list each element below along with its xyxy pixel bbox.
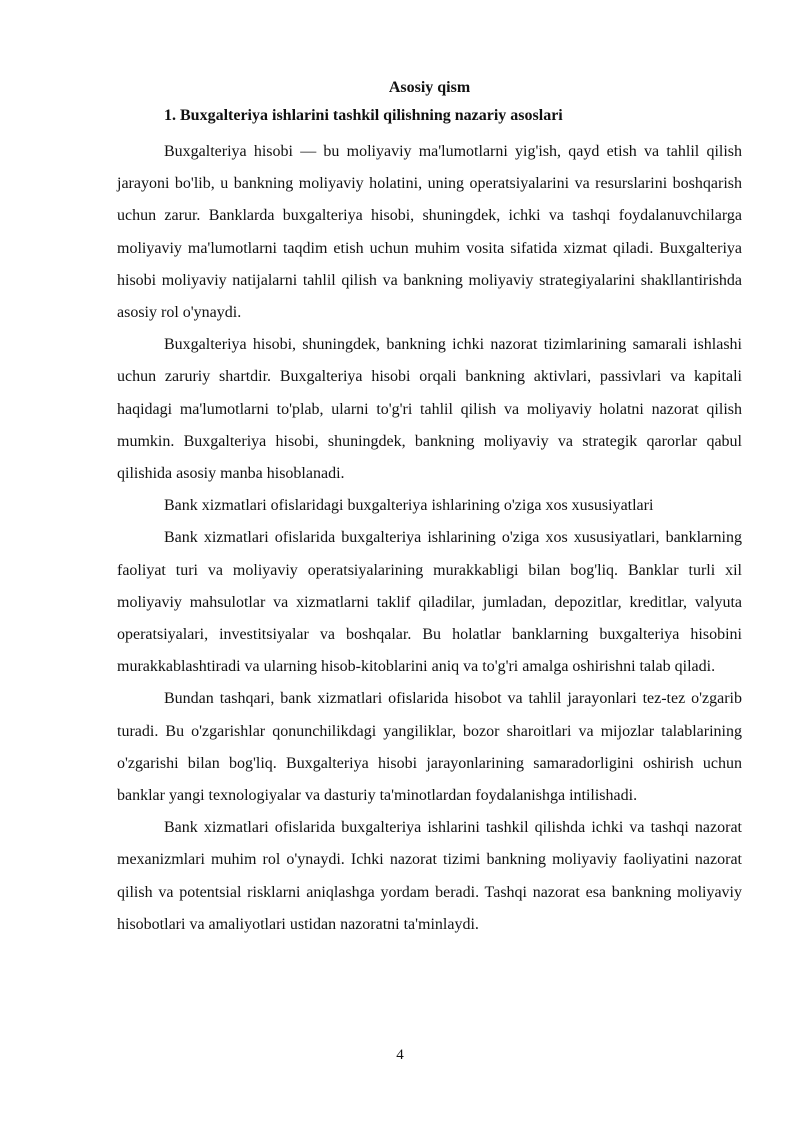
paragraph-5: Bundan tashqari, bank xizmatlari ofislarida hisobot va tahlil jarayonlari tez-tez o'zgarib turadi. Bu o'zgarishlar qonunchilikdagi yangiliklar, bozor sharoitlari va mijozlar talablarining o'zgarishi bilan bog'liq. Buxgalteriya hisobi jarayonlarining samaradorligini oshirish uchun banklar yangi texnologiyalar va dasturiy ta'minotlardan foydalanishga intilishadi. — [117, 690, 742, 805]
section-title: Asosiy qism — [388, 79, 471, 96]
paragraph-1: Buxgalteriya hisobi — bu moliyaviy ma'lumotlarni yig'ish, qayd etish va tahlil qilish jarayoni bo'lib, u bankning moliyaviy holatini, uning operatsiyalarini va resurslarini boshqarish uchun zarur. Banklarda buxgalteriya hisobi, shuningdek, ichki va tashqi foydalanuvchilarga moliyaviy ma'lumotlarni taqdim etish uchun muhim vosita sifatida xizmat qiladi. Buxgalteriya hisobi moliyaviy natijalarni tahlil qilish va bankning moliyaviy strategiyalarini shakllantirishda asosiy rol o'ynaydi. — [117, 143, 742, 322]
subsection-title: 1. Buxgalteriya ishlarini tashkil qilishning nazariy asoslari — [164, 107, 563, 124]
page-content — [117, 76, 742, 941]
paragraph-3: Bank xizmatlari ofislaridagi buxgalteriya ishlarining o'ziga xos xususiyatlari — [164, 497, 654, 515]
paragraph-2: Buxgalteriya hisobi, shuningdek, bankning ichki nazorat tizimlarining samarali ishlashi uchun zaruriy shartdir. Buxgalteriya hisobi orqali bankning aktivlari, passivlari va kapitali haqidagi ma'lumotlarni to'plab, ularni to'g'ri tahlil qilish va moliyaviy holatni nazorat qilish mumkin. Buxgalteriya hisobi, shuningdek, bankning moliyaviy va strategik qarorlar qabul qilishida asosiy manba hisoblanadi. — [117, 336, 742, 483]
page-number: 4 — [396, 1047, 404, 1063]
paragraph-6: Bank xizmatlari ofislarida buxgalteriya ishlarini tashkil qilishda ichki va tashqi nazorat mexanizmlari muhim rol o'ynaydi. Ichki nazorat tizimi bankning moliyaviy faoliyatini nazorat qilish va potentsial risklarni aniqlashga yordam beradi. Tashqi nazorat esa bankning moliyaviy hisobotlari va amaliyotlari ustidan nazoratni ta'minlaydi. — [117, 819, 742, 933]
paragraph-4: Bank xizmatlari ofislarida buxgalteriya ishlarining o'ziga xos xususiyatlari, banklarning faoliyat turi va moliyaviy operatsiyalarining murakkabligi bilan bog'liq. Banklar turli xil moliyaviy mahsulotlar va xizmatlarni taklif qiladilar, jumladan, depozitlar, kreditlar, valyuta operatsiyalari, investitsiyalar va boshqalar. Bu holatlar banklarning buxgalteriya hisobini murakkablashtiradi va ularning hisob-kitoblarini aniq va to'g'ri amalga oshirishni talab qiladi. — [117, 529, 742, 676]
